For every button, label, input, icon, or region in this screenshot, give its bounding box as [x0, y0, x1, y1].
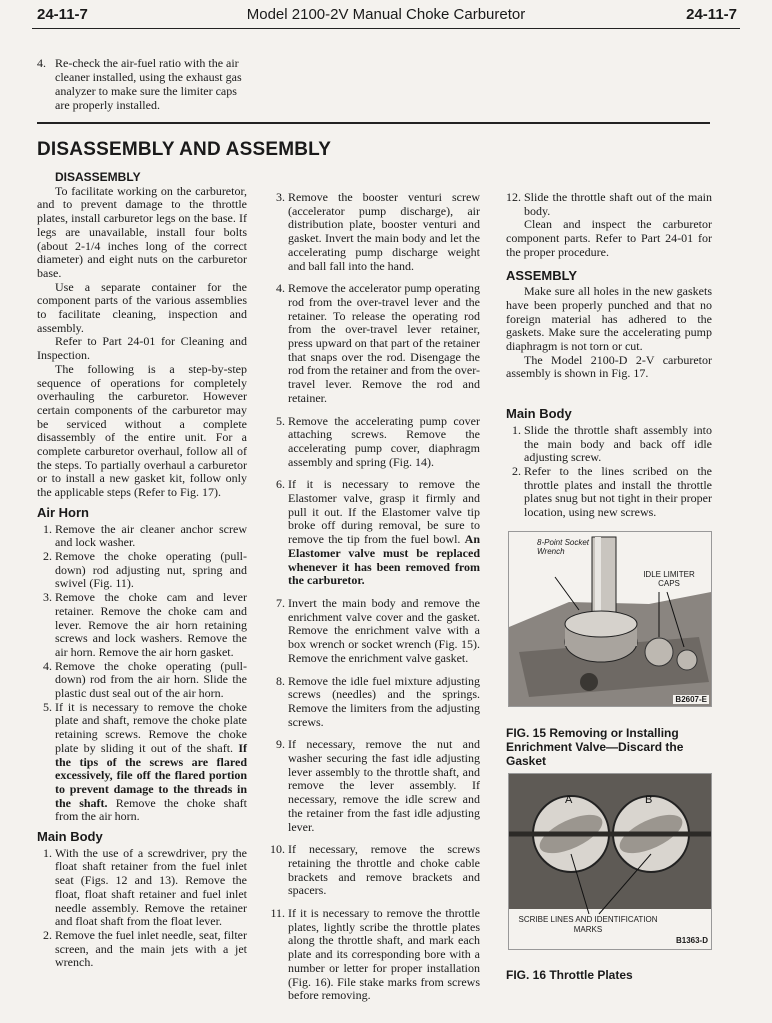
assembly-main-body-heading: Main Body [506, 406, 572, 422]
plate-mark-a: A [565, 794, 573, 806]
step-warning: If the tips of the screws are flared excessively, file off the flared portion to prevent damage to the threads in the shaft. [55, 740, 247, 810]
list-item: 2. Remove the fuel inlet needle, seat, filter screen, and the main jets with a jet wrench. [55, 929, 247, 970]
intro-number: 4. [37, 56, 46, 70]
column-1 [37, 171, 247, 970]
figure-15-photo [508, 531, 712, 707]
intro-text: Re-check the air-fuel ratio with the air cleaner installed, using the exhaust gas analyzer to make sure the limiter caps are properly installed. [55, 56, 242, 112]
plate-mark-b: B [645, 794, 653, 806]
idle-limiter-label: IDLE LIMITER CAPS [634, 570, 704, 588]
air-horn-steps [37, 523, 247, 824]
section-rule [37, 122, 710, 124]
assembly-heading: ASSEMBLY [506, 267, 578, 283]
list-item: 8. Remove the idle fuel mixture adjusting screws (needles) and the springs. Remove the limiters from the adjusting screws. [288, 675, 480, 730]
list-item: 2. Refer to the lines scribed on the throttle plates and install the throttle plates snug but not tight in their proper location, using new screws. [524, 465, 712, 520]
running-title: Model 2100-2V Manual Choke Carburetor [246, 6, 526, 23]
main-body-steps-end [506, 191, 712, 218]
column-2 [270, 191, 480, 1012]
paragraph: The Model 2100-D 2-V carburetor assembly is shown in Fig. 17. [506, 352, 712, 381]
step-text: If it is necessary to remove the choke plate and shaft, remove the choke plate retaining screws. Remove the choke plate by sliding it out of the shaft. [55, 699, 247, 755]
list-item: 1. Remove the air cleaner anchor screw and lock washer. [55, 523, 247, 550]
list-item [288, 478, 480, 588]
list-item: 1. With the use of a screwdriver, pry the float shaft retainer from the fuel inlet seat (Figs. 12 and 13). Remove the float, float shaft retainer and fuel inlet needle assembly. Remove the retainer and float shaft from the float lever. [55, 847, 247, 929]
section-title: DISASSEMBLY AND ASSEMBLY [37, 139, 332, 160]
main-body-steps [37, 847, 247, 970]
page-number-right: 24-11-7 [686, 6, 737, 23]
main-body-heading: Main Body [37, 829, 103, 845]
paragraph: To facilitate working on the carburetor, and to prevent damage to the throttle plates, install carburetor legs on the base. If legs are unavailable, install four bolts (about 2-1/4 inches long of the correct diameter) and eight nuts on the carburetor base. [37, 183, 247, 280]
list-item: 3. Remove the choke cam and lever retainer. Remove the choke cam and lever. Remove the air horn retaining screws and lock washers. Remove the air horn. Remove the air horn gasket. [55, 591, 247, 660]
step-warning: An Elastomer valve must be replaced whenever it has been removed from the carburetor. [288, 532, 481, 588]
list-item: 1. Slide the throttle shaft assembly into the main body and back off idle adjusting screw. [524, 424, 712, 465]
list-item: 2. Remove the choke operating (pull-down) rod adjusting nut, spring and swivel (Fig. 11). [55, 550, 247, 591]
step-text: If it is necessary to remove the Elastomer valve, grasp it firmly and pull it out. If the Elastomer valve tip broke off during removal, be sure to remove the tip from the fuel bowl. [288, 477, 480, 547]
figure-15-caption: FIG. 15 Removing or Installing Enrichment Valve—Discard the Gasket [506, 726, 684, 768]
scribe-lines-label: SCRIBE LINES AND IDENTIFICATION MARKS [518, 915, 658, 934]
list-item: 10. If necessary, remove the screws retaining the throttle and choke cable brackets and remove brackets and spacers. [288, 843, 480, 898]
list-item: 11. If it is necessary to remove the throttle plates, lightly scribe the throttle plates along the throttle shaft, and mark each plate and its corresponding bore with a number or letter for proper installation (Fig. 16). File stake marks from screws before removing. [288, 907, 480, 1003]
figure-code: B2607-E [675, 695, 707, 704]
socket-wrench-label: 8-Point Socket Wrench [537, 538, 590, 556]
step-text: Remove the choke shaft from the air horn. [55, 795, 247, 824]
list-item [55, 701, 247, 824]
paragraph: The following is a step-by-step sequence of operations for completely overhauling the carburetor. However certain components of the carburetor may be serviced without a complete disassembly of the entire unit. For a complete carburetor overhaul, follow all of the steps. To partially overhaul a carburetor or to install a new gasket kit, follow only the applicable steps (Refer to Fig. 17). [37, 361, 247, 500]
enrichment-valve-illustration [509, 532, 711, 706]
assembly-main-body-steps [506, 424, 712, 520]
air-horn-heading: Air Horn [37, 504, 89, 520]
list-item: 7. Invert the main body and remove the enrichment valve cover and the gasket. Remove the enrichment valve with a box wrench or socket wrench (Fig. 15). Remove the enrichment valve gasket. [288, 597, 480, 666]
paragraph: Refer to Part 24-01 for Cleaning and Inspection. [37, 334, 247, 363]
page-number-left: 24-11-7 [37, 6, 88, 23]
column-3 [506, 191, 712, 520]
figure-code: B1363-D [675, 936, 708, 945]
list-item: 9. If necessary, remove the nut and washer securing the fast idle adjusting lever assembly to the throttle shaft, and remove the lever assembly. If necessary, remove the idle screw and the retainer from the fast idle adjusting lever. [288, 738, 480, 834]
intro-step [37, 56, 252, 112]
header-rule [32, 28, 740, 29]
paragraph: Clean and inspect the carburetor component parts. Refer to Part 24-01 for the proper procedure. [506, 217, 712, 259]
figure-16-caption: FIG. 16 Throttle Plates [506, 968, 633, 982]
paragraph: Make sure all holes in the new gaskets have been properly punched and that no foreign material has adhered to the gaskets. Make sure the accelerating pump diaphragm is not torn or cut. [506, 284, 712, 354]
list-item: 12. Slide the throttle shaft out of the main body. [524, 191, 712, 218]
list-item: 4. Remove the accelerator pump operating rod from the over-travel lever and the retainer. To release the operating rod from the over-travel lever retainer, press upward on that part of the retainer that snaps over the rod. Disengage the rod from the retainer and from the over-travel lever. Remove the rod and retainer. [288, 282, 480, 405]
list-item: 3. Remove the booster venturi screw (accelerator pump discharge), air distribution plate, booster venturi and gasket. Invert the main body and let the accelerating pump discharge weight and ball fall into the hand. [288, 191, 480, 273]
paragraph: Use a separate container for the component parts of the various assemblies to facilitate cleaning, inspection and assembly. [37, 279, 247, 335]
figure-16-photo [508, 773, 712, 950]
list-item: 5. Remove the accelerating pump cover attaching screws. Remove the accelerating pump cover, diaphragm assembly and spring (Fig. 14). [288, 415, 480, 470]
disassembly-heading: DISASSEMBLY [55, 170, 141, 184]
list-item: 4. Remove the choke operating (pull-down) rod from the air horn. Slide the plastic dust seal out of the air horn. [55, 660, 247, 701]
main-body-steps-continued [270, 191, 480, 1003]
